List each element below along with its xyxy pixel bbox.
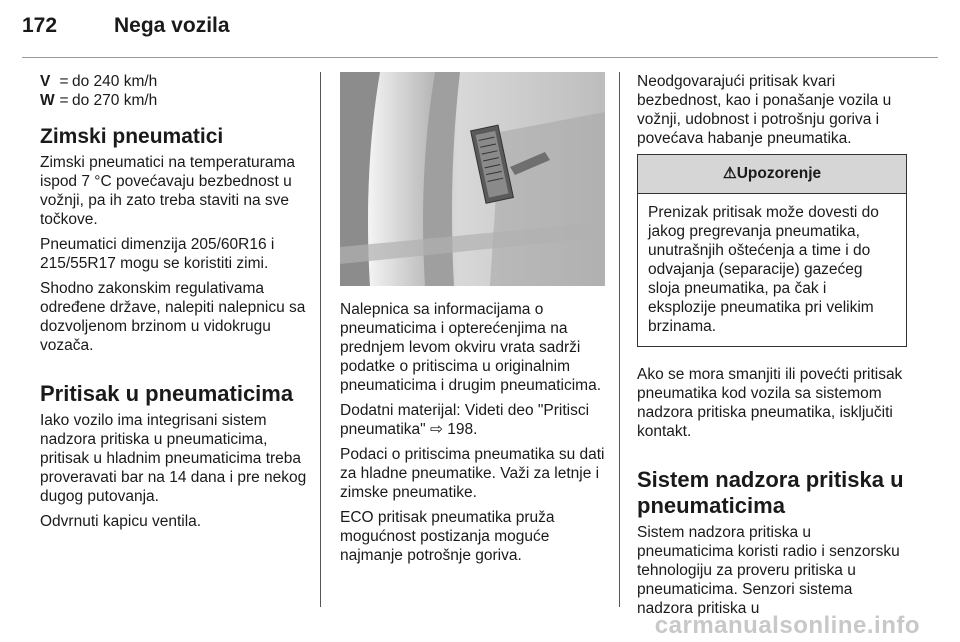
warning-title: ⚠Upozorenje: [638, 155, 906, 194]
winter-tyres-paragraph: Zimski pneumatici na temperaturama ispod 7 °C povećavaju bezbednost u vožnji, pa ih zato treba staviti na sve točkove.: [40, 154, 295, 228]
warning-text: Prenizak pritisak može dovesti do jakog pregrevanja pneumatika, unutrašnjih oštećenja a time i do odvajanja (separacije) gazećeg sloja pneumatika, pa čak i eksplozije pneumatika pri velikim brzinama.: [648, 204, 879, 335]
tpms-paragraph: Sistem nadzora pritiska u pneumaticima koristi radio i senzorsku tehnologiju za proveru pritiska u pneumaticima. Senzori sistema nadzora pritiska u: [637, 524, 900, 617]
winter-tyres-heading: Zimski pneumatici: [40, 125, 224, 148]
column-divider-left: [320, 72, 321, 607]
adjust-pressure-paragraph: Ako se mora smanjiti ili povećti pritisak pneumatika kod vozila sa sistemom nadzora pritiska pneumatika, isključiti kontakt.: [637, 366, 903, 440]
cold-tyre-paragraph: Podaci o pritiscima pneumatika su dati za hladne pneumatike. Važi za letnje i zimske pneumatike.: [340, 446, 605, 501]
page-header: [22, 14, 230, 48]
see-also-paragraph: Dodatni materijal: Videti deo "Pritisci pneumatika" ⇨ 198.: [340, 402, 590, 438]
tyre-pressure-paragraph: Odvrnuti kapicu ventila.: [40, 513, 202, 530]
column-left: [40, 72, 310, 537]
watermark: carmanualsonline.info: [654, 612, 920, 639]
winter-tyres-paragraph: Pneumatici dimenzija 205/60R16 i 215/55R17 mogu se koristiti zimi.: [40, 236, 275, 272]
speed-rating-value: do 270 km/h: [72, 92, 158, 109]
column-right: [637, 72, 907, 624]
warning-box: [637, 154, 907, 347]
tpms-heading: Sistem nadzora pritiska u pneumaticima: [637, 467, 904, 518]
incorrect-pressure-paragraph: Neodgovarajući pritisak kvari bezbednost, kao i ponašanje vozila u vožnji, udobnost i potrošnju goriva i povećava habanje pneumatika.: [637, 73, 892, 147]
speed-rating-equals: =: [59, 92, 69, 109]
door-frame-label-photo: [340, 72, 605, 286]
speed-rating-row: [40, 91, 310, 110]
eco-pressure-paragraph: ECO pritisak pneumatika pruža mogućnost postizanja moguće najmanje potrošnje goriva.: [340, 509, 555, 564]
page-number: 172: [22, 14, 58, 37]
column-middle: [340, 72, 605, 571]
speed-rating-equals: =: [59, 73, 69, 90]
winter-tyres-paragraph: Shodno zakonskim regulativama određene države, nalepiti nalepnicu sa dozvoljenom brzinom u vidokrugu vozača.: [40, 280, 306, 354]
page-title: Nega vozila: [114, 14, 230, 37]
label-info-paragraph: Nalepnica sa informacijama o pneumaticima i opterećenjima na prednjem levom okviru vrata sadrži podatke o pritiscima u originalnim pneumaticima i drugim pneumaticima.: [340, 301, 602, 394]
speed-rating-row: [40, 72, 310, 91]
column-divider-right: [619, 72, 620, 607]
door-frame-illustration: [340, 72, 605, 286]
speed-rating-key: V: [40, 73, 51, 90]
tyre-pressure-heading: Pritisak u pneumaticima: [40, 381, 294, 406]
speed-rating-key: W: [40, 92, 55, 109]
speed-rating-value: do 240 km/h: [72, 73, 158, 90]
tyre-pressure-paragraph: Iako vozilo ima integrisani sistem nadzora pritiska u pneumaticima, pritisak u hladnim pneumaticima treba proveravati bar na 14 dana i pre nekog dugog putovanja.: [40, 412, 307, 505]
header-divider: [22, 57, 938, 58]
